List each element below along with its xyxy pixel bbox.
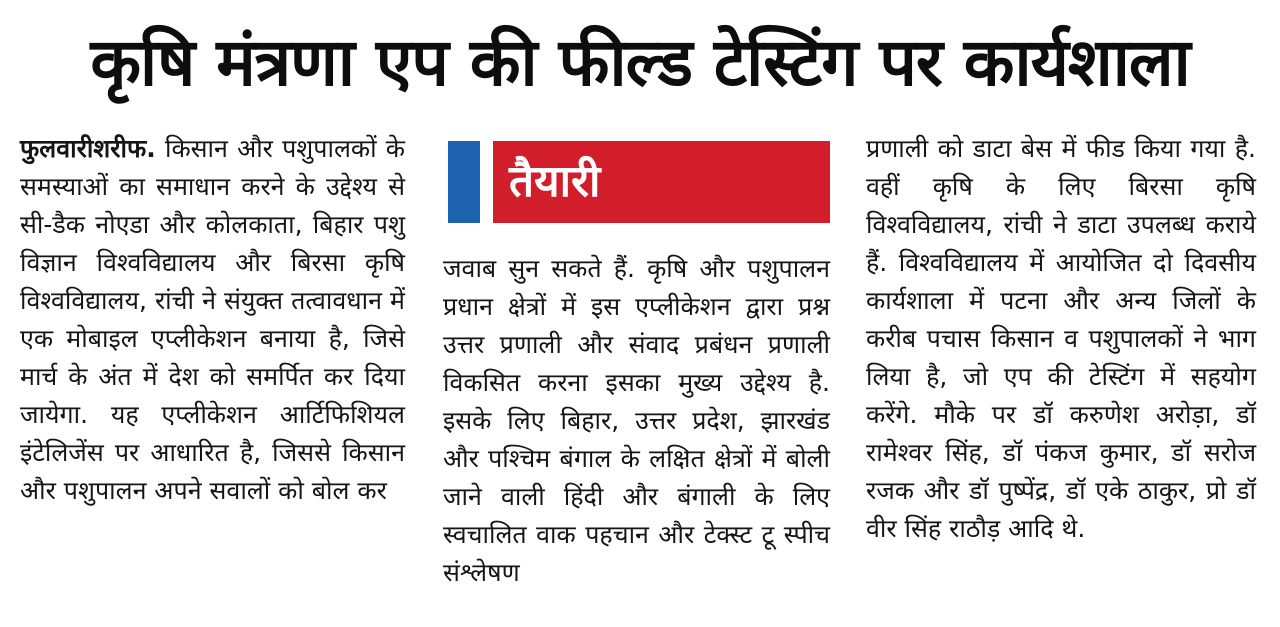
column-1-paragraph (20, 130, 405, 510)
headline: कृषि मंत्रणा एप की फील्ड टेस्टिंग पर कार्यशाला (90, 24, 1190, 101)
article-column-1 (20, 130, 405, 510)
label-accent-bar (448, 141, 480, 223)
column-1-text: किसान और पशुपालकों के समस्याओं का समाधान करने के उद्देश्य से सी-डैक नोएडा और कोलकाता, बिहार पशु विज्ञान विश्वविद्यालय और बिरसा कृषि विश्वविद्यालय, रांची ने संयुक्त तत्वावधान में एक मोबाइल एप्लीकेशन बनाया है, जिसे मार्च के अंत में देश को समर्पित कर दिया जायेगा. यह एप्लीकेशन आर्टिफिशियल इंटेलिजेंस पर आधारित है, जिससे किसान और पशुपालन अपने सवालों को बोल कर (20, 134, 405, 505)
article-column-3 (866, 130, 1256, 548)
section-label (448, 141, 830, 223)
column-3-text: प्रणाली को डाटा बेस में फीड किया गया है. वहीं कृषि के लिए बिरसा कृषि विश्वविद्यालय, रांची ने डाटा उपलब्ध कराये हैं. विश्वविद्यालय में आयोजित दो दिवसीय कार्यशाला में पटना और अन्य जिलों के करीब पचास किसान व पशुपालकों ने भाग लिया है, जो एप की टेस्टिंग में सहयोग करेंगे. मौके पर डॉ करुणेश अरोड़ा, डॉ रामेश्वर सिंह, डॉ पंकज कुमार, डॉ सरोज रजक और डॉ पुष्पेंद्र, डॉ एके ठाकुर, प्रो डॉ वीर सिंह राठौड़ आदि थे. (866, 134, 1256, 543)
dateline: फुलवारीशरीफ. (20, 134, 156, 163)
column-2-text: जवाब सुन सकते हैं. कृषि और पशुपालन प्रधान क्षेत्रों में इस एप्लीकेशन द्वारा प्रश्न उत्तर प्रणाली और संवाद प्रबंधन प्रणाली विकसित करना इसका मुख्य उद्देश्य है. इसके लिए बिहार, उत्तर प्रदेश, झारखंड और पश्चिम बंगाल के लक्षित क्षेत्रों में बोली जाने वाली हिंदी और बंगाली के लिए स्वचालित वाक पहचान और टेक्स्ट टू स्पीच संश्लेषण (443, 254, 830, 587)
article-column-2 (443, 250, 830, 592)
label-text: तैयारी (493, 141, 830, 223)
